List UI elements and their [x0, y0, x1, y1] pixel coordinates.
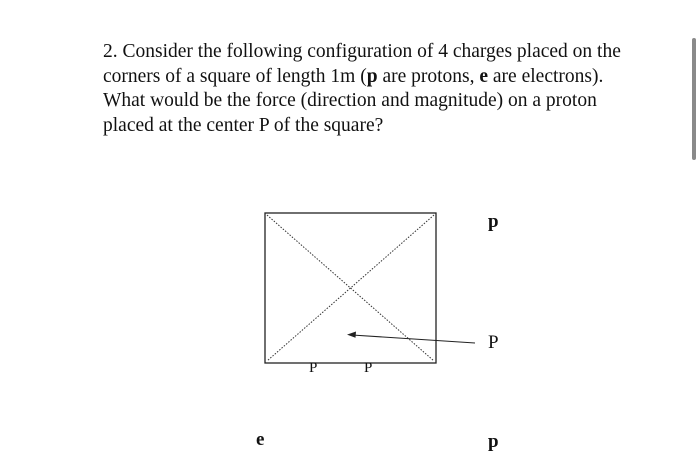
vertical-scrollbar[interactable] — [692, 38, 696, 160]
charge-label-bottom-left: e — [256, 429, 265, 450]
question-part-1: 2. Consider the following configuration of 4 charges placed on the corners of a square of length 1m ( — [103, 41, 621, 87]
proton-symbol: p — [366, 65, 378, 87]
center-point-label: P — [488, 332, 499, 353]
force-arrow-line — [352, 335, 475, 343]
charge-label-top-right: p — [488, 211, 499, 232]
under-square-label-right: P — [364, 360, 373, 376]
question-part-2: are protons, — [377, 65, 480, 87]
electron-symbol: e — [479, 65, 489, 87]
charge-label-bottom-right: p — [488, 431, 499, 452]
under-square-label-left: P — [309, 360, 318, 376]
force-arrowhead — [347, 332, 356, 338]
question-part-3: are electrons). What would be the force (direction and magnitude) on a proton placed at the center P of the square? — [103, 65, 604, 136]
